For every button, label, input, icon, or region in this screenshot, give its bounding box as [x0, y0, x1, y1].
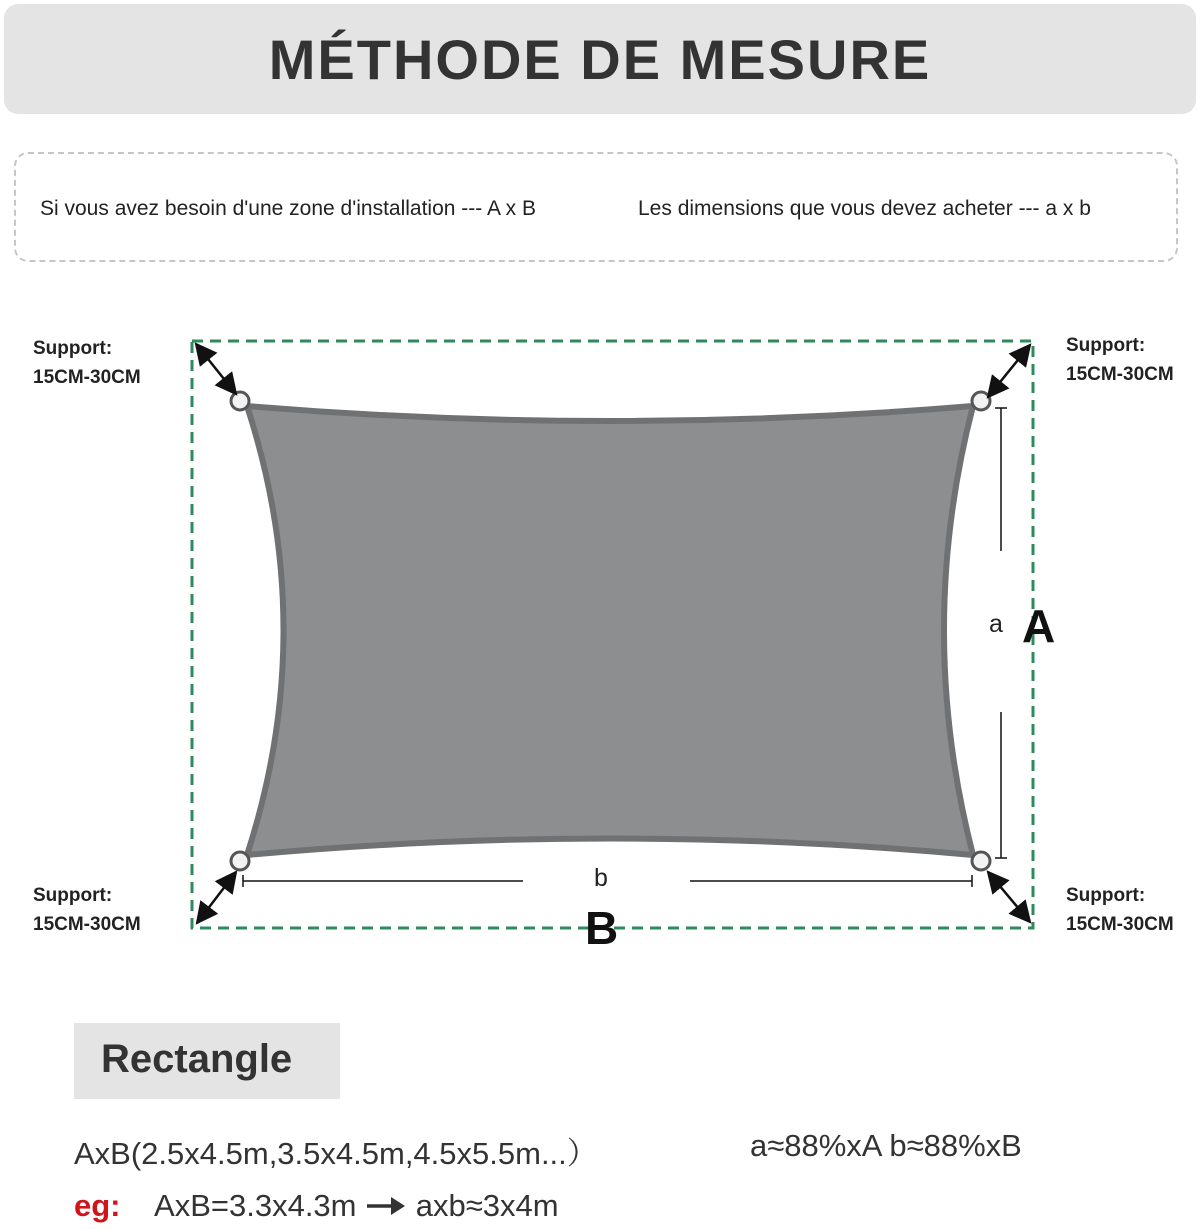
- example-output: axb≈3x4m: [415, 1188, 559, 1223]
- support-label-range: 15CM-30CM: [1066, 364, 1174, 385]
- example-line: [74, 1188, 559, 1226]
- example-input: AxB=3.3x4.3m: [154, 1188, 357, 1223]
- dim-a-large: A: [1022, 600, 1056, 652]
- support-label-range: 15CM-30CM: [33, 367, 141, 388]
- size-examples: AxB(2.5x4.5m,3.5x4.5m,4.5x5.5m...）: [74, 1136, 598, 1171]
- support-arrow-bottom-right: [988, 872, 1030, 922]
- corner-ring-icon: [231, 392, 249, 410]
- dim-a-small: a: [989, 610, 1003, 638]
- support-label-top-right: [1066, 331, 1174, 389]
- support-arrow-bottom-left: [197, 872, 236, 923]
- install-area-text: Si vous avez besoin d'une zone d'installation --- A x B: [40, 197, 536, 220]
- support-label-bottom-left: [33, 881, 141, 939]
- corner-ring-icon: [231, 852, 249, 870]
- support-label-title: Support:: [33, 885, 113, 906]
- size-ratio: a≈88%xA b≈88%xB: [750, 1128, 1022, 1163]
- support-arrow-top-left: [196, 344, 236, 394]
- right-arrow-icon: [365, 1190, 407, 1226]
- support-label-range: 15CM-30CM: [33, 914, 141, 935]
- support-label-top-left: [33, 334, 141, 392]
- support-arrow-top-right: [988, 345, 1030, 397]
- page-title: MÉTHODE DE MESURE: [268, 27, 932, 91]
- support-label-title: Support:: [33, 338, 113, 359]
- dim-b-small: b: [594, 864, 608, 892]
- corner-ring-icon: [972, 852, 990, 870]
- support-label-title: Support:: [1066, 335, 1146, 356]
- support-label-title: Support:: [1066, 885, 1146, 906]
- shape-label: Rectangle: [101, 1037, 293, 1081]
- corner-ring-icon: [972, 392, 990, 410]
- dim-b-large: B: [585, 902, 619, 954]
- purchase-size-text: Les dimensions que vous devez acheter --- a x b: [638, 197, 1091, 220]
- example-label: eg:: [74, 1188, 121, 1223]
- support-label-range: 15CM-30CM: [1066, 914, 1174, 935]
- support-label-bottom-right: [1066, 881, 1174, 939]
- sail-shade: [247, 406, 973, 855]
